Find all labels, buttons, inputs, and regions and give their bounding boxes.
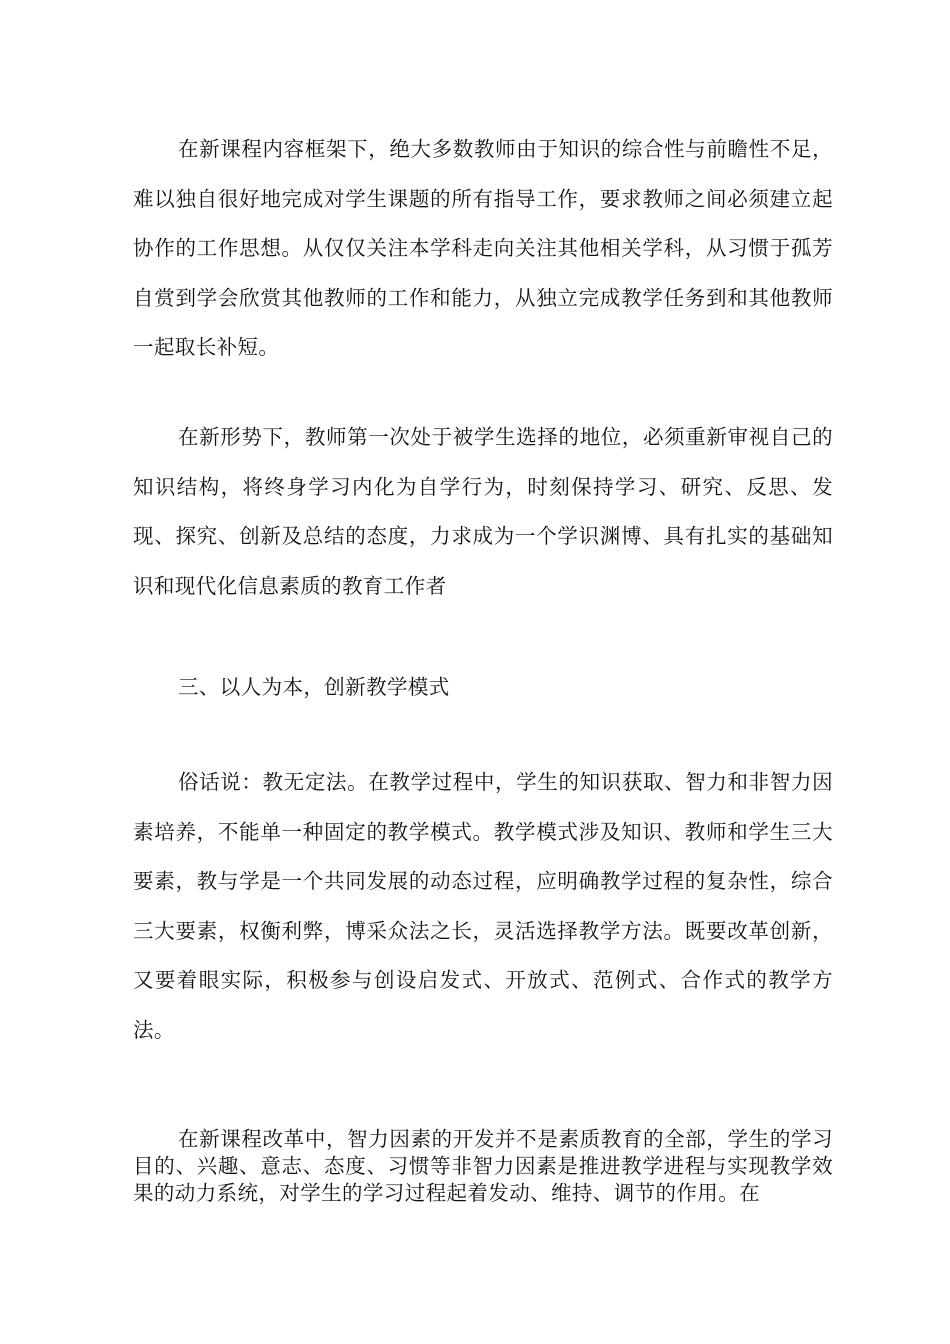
paragraph-teaching-methods: 俗话说：教无定法。在教学过程中，学生的知识获取、智力和非智力因素培养，不能单一种固定的教学模式。教学模式涉及知识、教师和学生三大要素，教与学是一个共同发展的动态过程，应明确教学过程的复杂性，综合三大要素，权衡利弊，博采众法之长，灵活选择教学方法。既要改革创新，又要着眼实际，积极参与创设启发式、开放式、范例式、合作式的教学方法。 — [133, 770, 833, 1042]
paragraph-lifelong-learning: 在新形势下，教师第一次处于被学生选择的地位，必须重新审视自己的知识结构，将终身学习内化为自学行为，时刻保持学习、研究、反思、发现、探究、创新及总结的态度，力求成为一个学识渊博、具有扎实的基础知识和现代化信息素质的教育工作者 — [133, 425, 833, 598]
section-heading: 三、以人为本，创新教学模式 — [178, 675, 450, 699]
paragraph-teacher-collaboration: 在新课程内容框架下，绝大多数教师由于知识的综合性与前瞻性不足，难以独自很好地完成对学生课题的所有指导工作，要求教师之间必须建立起协作的工作思想。从仅仅关注本学科走向关注其他相关学科，从习惯于孤芳自赏到学会欣赏其他教师的工作和能力，从独立完成教学任务到和其他教师一起取长补短。 — [133, 137, 833, 359]
paragraph-non-intellectual-factors: 在新课程改革中，智力因素的开发并不是素质教育的全部，学生的学习目的、兴趣、意志、态度、习惯等非智力因素是推进教学进程与实现教学效果的动力系统，对学生的学习过程起着发动、维持、调节的作用。在 — [133, 1127, 833, 1205]
